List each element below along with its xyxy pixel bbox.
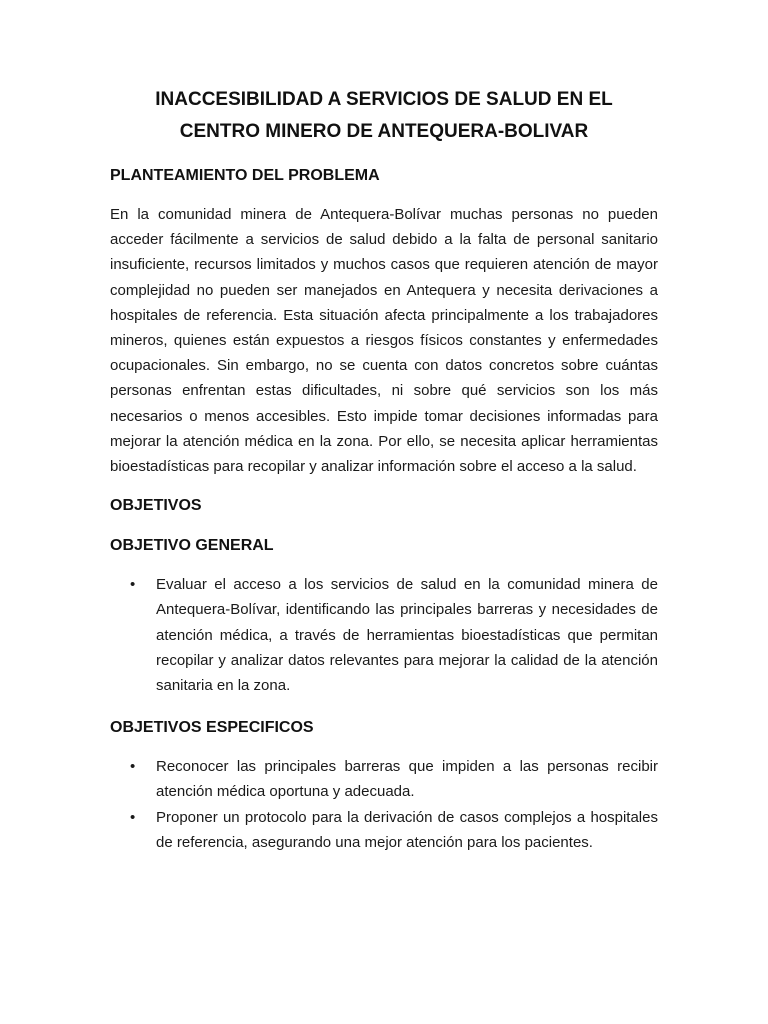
document-title-line-2: CENTRO MINERO DE ANTEQUERA-BOLIVAR: [179, 121, 589, 142]
objetivos-especificos-list: [110, 754, 658, 855]
list-item-text: Reconocer las principales barreras que impiden a las personas recibir atención médica oportuna y adecuada.: [156, 758, 658, 801]
list-item-text: Evaluar el acceso a los servicios de salud en la comunidad minera de Antequera-Bolívar, identificando las principales barreras y necesidades de atención médica, a través de herramientas bioestadísticas que permitan recopilar y analizar datos relevantes para mejorar la calidad de la atención sanitaria en la zona.: [156, 576, 658, 695]
objetivo-general-list: [110, 572, 658, 698]
bullet-icon: •: [130, 758, 136, 776]
document-title: [110, 84, 658, 148]
section-heading-objetivos: OBJETIVOS: [110, 497, 202, 515]
section-heading-objetivos-especificos: OBJETIVOS ESPECIFICOS: [110, 719, 314, 737]
document-page: [110, 84, 658, 855]
list-item: [110, 805, 658, 855]
document-title-line-1: INACCESIBILIDAD A SERVICIOS DE SALUD EN EL: [155, 89, 613, 110]
section-heading-planteamiento: PLANTEAMIENTO DEL PROBLEMA: [110, 167, 380, 184]
planteamiento-paragraph: En la comunidad minera de Antequera-Bolívar muchas personas no pueden acceder fácilmente a servicios de salud debido a la falta de personal sanitario insuficiente, recursos limitados y muchos casos que requieren atención de mayor complejidad no pueden ser manejados en Antequera y necesita derivaciones a hospitales de referencia. Esta situación afecta principalmente a los trabajadores mineros, quienes están expuestos a riesgos físicos constantes y enfermedades ocupacionales. Sin embargo, no se cuenta con datos concretos sobre cuántas personas enfrentan estas dificultades, ni sobre qué servicios son los más necesarios o menos accesibles. Esto impide tomar decisiones informadas para mejorar la atención médica en la zona. Por ello, se necesita aplicar herramientas bioestadísticas para recopilar y analizar información sobre el acceso a la salud.: [110, 206, 658, 476]
list-item: [110, 754, 658, 804]
bullet-icon: •: [130, 576, 136, 594]
bullet-icon: •: [130, 808, 136, 826]
list-item: [110, 572, 658, 698]
section-heading-objetivo-general: OBJETIVO GENERAL: [110, 537, 274, 555]
list-item-text: Proponer un protocolo para la derivación de casos complejos a hospitales de referencia, asegurando una mejor atención para los pacientes.: [156, 808, 658, 851]
